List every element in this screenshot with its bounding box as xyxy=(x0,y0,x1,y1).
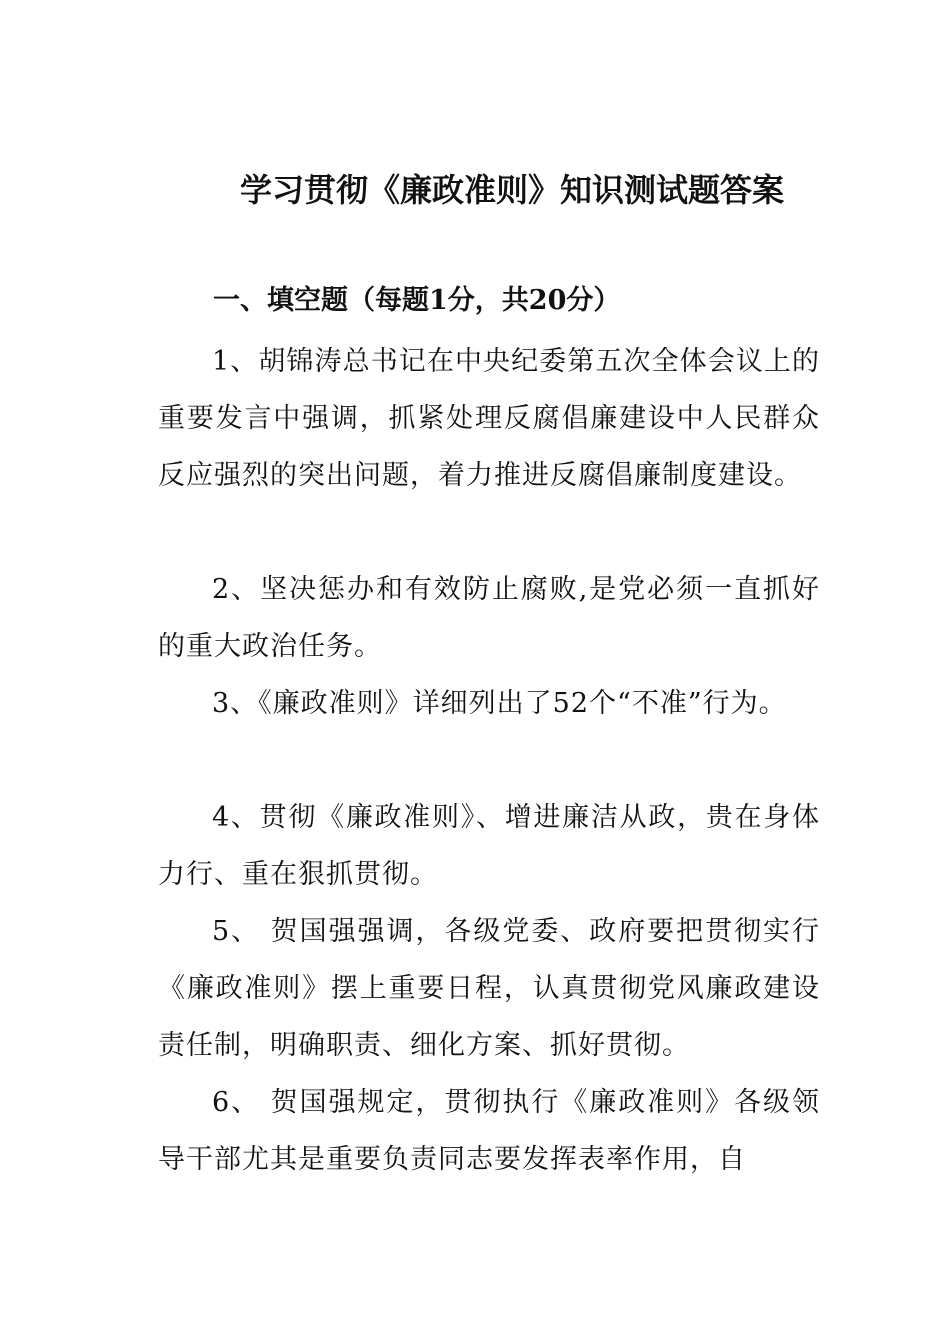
question-item: 2、坚决惩办和有效防止腐败,是党必须一直抓好的重大政治任务。 xyxy=(158,574,820,662)
section-heading: 一、填空题（每题1分，共20分） xyxy=(213,285,621,316)
document-title: 学习贯彻《廉政准则》知识测试题答案 xyxy=(240,171,785,209)
question-item: 6、 贺国强规定，贯彻执行《廉政准则》各级领导干部尤其是重要负责同志要发挥表率作用，自 xyxy=(158,1087,820,1175)
question-item: 1、胡锦涛总书记在中央纪委第五次全体会议上的重要发言中强调，抓紧处理反腐倡廉建设中人民群众反应强烈的突出问题，着力推进反腐倡廉制度建设。 xyxy=(158,346,820,491)
question-item: 5、 贺国强强调，各级党委、政府要把贯彻实行《廉政准则》摆上重要日程，认真贯彻党风廉政建设责任制，明确职责、细化方案、抓好贯彻。 xyxy=(158,916,820,1061)
question-item: 3、《廉政准则》详细列出了52个“不准”行为。 xyxy=(212,688,787,719)
question-item: 4、贯彻《廉政准则》、增进廉洁从政，贵在身体力行、重在狠抓贯彻。 xyxy=(158,802,820,890)
